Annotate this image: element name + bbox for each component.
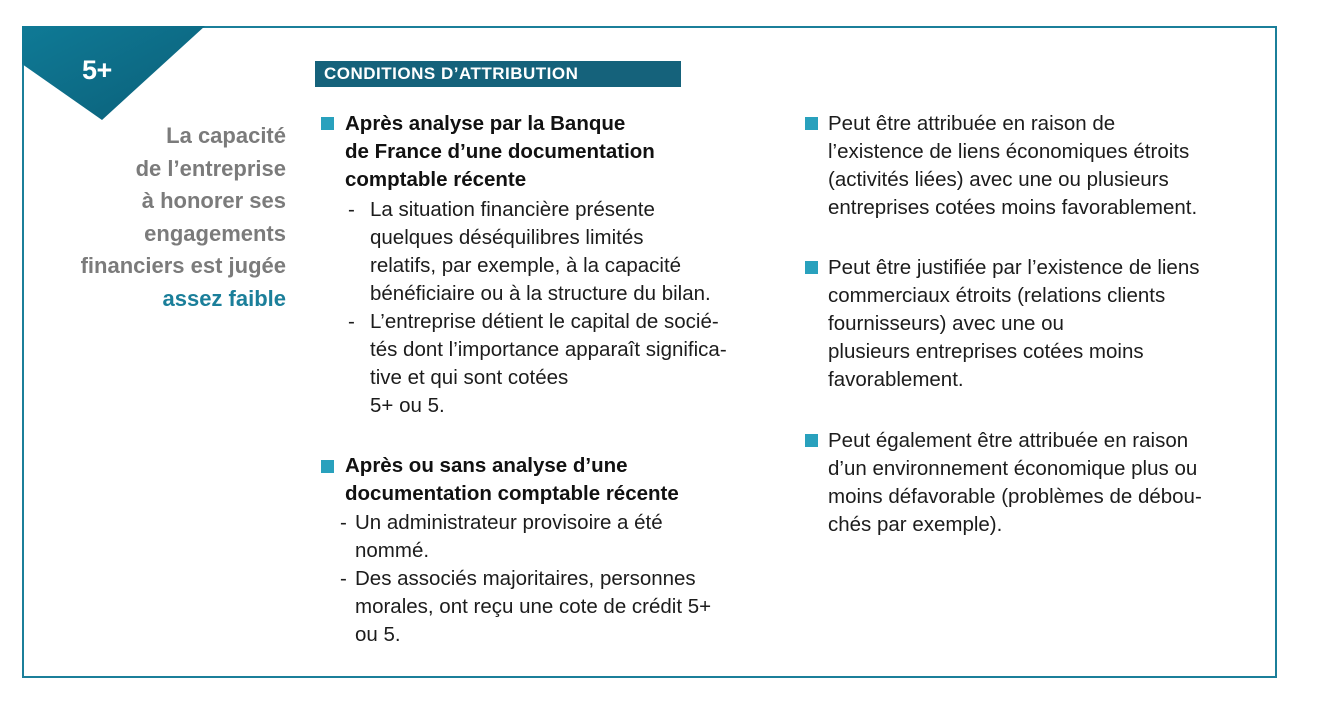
block1-heading bbox=[345, 110, 765, 194]
square-bullet-icon bbox=[805, 261, 818, 274]
item-line: Un administrateur provisoire a été bbox=[355, 511, 663, 534]
item-line: d’un environnement économique plus ou bbox=[828, 457, 1198, 480]
rating-label: 5+ bbox=[82, 55, 112, 85]
item-line: l’existence de liens économiques étroits bbox=[828, 140, 1190, 163]
item-line: fournisseurs) avec une ou bbox=[828, 312, 1064, 335]
rating-description-line: de l’entreprise bbox=[135, 155, 286, 181]
item-line: chés par exemple). bbox=[828, 513, 1003, 536]
item-line: Peut être attribuée en raison de bbox=[828, 112, 1116, 135]
item-line: L’entreprise détient le capital de socié- bbox=[370, 310, 719, 333]
dash-marker: - bbox=[340, 511, 347, 534]
square-bullet-icon bbox=[321, 117, 334, 130]
square-bullet-icon bbox=[321, 460, 334, 473]
heading-line: de France d’une documentation bbox=[345, 140, 655, 163]
item-line: tive et qui sont cotées bbox=[370, 366, 569, 389]
item-line: moins défavorable (problèmes de débou- bbox=[828, 485, 1202, 508]
list-item bbox=[348, 196, 788, 308]
heading-line: Après analyse par la Banque bbox=[345, 112, 626, 135]
rating-banner bbox=[22, 26, 222, 126]
block2-heading bbox=[345, 452, 765, 508]
rating-description-line: engagements bbox=[144, 220, 286, 246]
list-item bbox=[340, 565, 780, 649]
square-bullet-icon bbox=[805, 117, 818, 130]
item-line: tés dont l’importance apparaît significa- bbox=[370, 338, 727, 361]
rating-description-line: financiers est jugée bbox=[80, 253, 286, 278]
item-line: ou 5. bbox=[355, 623, 401, 646]
item-line: Peut être justifiée par l’existence de liens bbox=[828, 256, 1200, 279]
list-item bbox=[828, 110, 1268, 222]
list-item bbox=[340, 509, 780, 565]
heading-line: Après ou sans analyse d’une bbox=[345, 454, 628, 477]
rating-description-line: La capacité bbox=[166, 123, 286, 148]
item-line: (activités liées) avec une ou plusieurs bbox=[828, 168, 1169, 191]
list-item bbox=[828, 427, 1268, 539]
dash-marker: - bbox=[348, 198, 355, 221]
item-line: morales, ont reçu une cote de crédit 5+ bbox=[355, 595, 712, 618]
item-line: 5+ ou 5. bbox=[370, 394, 445, 417]
item-line: La situation financière présente bbox=[370, 198, 655, 221]
item-line: relatifs, par exemple, à la capacité bbox=[370, 254, 682, 277]
item-line: bénéficiaire ou à la structure du bilan. bbox=[370, 282, 711, 305]
heading-line: documentation comptable récente bbox=[345, 482, 679, 505]
square-bullet-icon bbox=[805, 434, 818, 447]
dash-marker: - bbox=[348, 310, 355, 333]
item-line: quelques déséquilibres limités bbox=[370, 226, 644, 249]
heading-line: comptable récente bbox=[345, 168, 527, 191]
item-line: nommé. bbox=[355, 539, 430, 562]
item-line: entreprises cotées moins favorablement. bbox=[828, 196, 1198, 219]
dash-marker: - bbox=[340, 567, 347, 590]
item-line: Peut également être attribuée en raison bbox=[828, 429, 1189, 452]
item-line: commerciaux étroits (relations clients bbox=[828, 284, 1166, 307]
rating-level: assez faible bbox=[162, 285, 286, 311]
list-item bbox=[828, 254, 1268, 394]
rating-description bbox=[30, 120, 286, 315]
item-line: plusieurs entreprises cotées moins bbox=[828, 340, 1144, 363]
item-line: favorablement. bbox=[828, 368, 964, 391]
list-item bbox=[348, 308, 788, 420]
section-header: CONDITIONS D’ATTRIBUTION bbox=[315, 61, 681, 87]
rating-description-line: à honorer ses bbox=[141, 188, 286, 213]
item-line: Des associés majoritaires, personnes bbox=[355, 567, 696, 590]
